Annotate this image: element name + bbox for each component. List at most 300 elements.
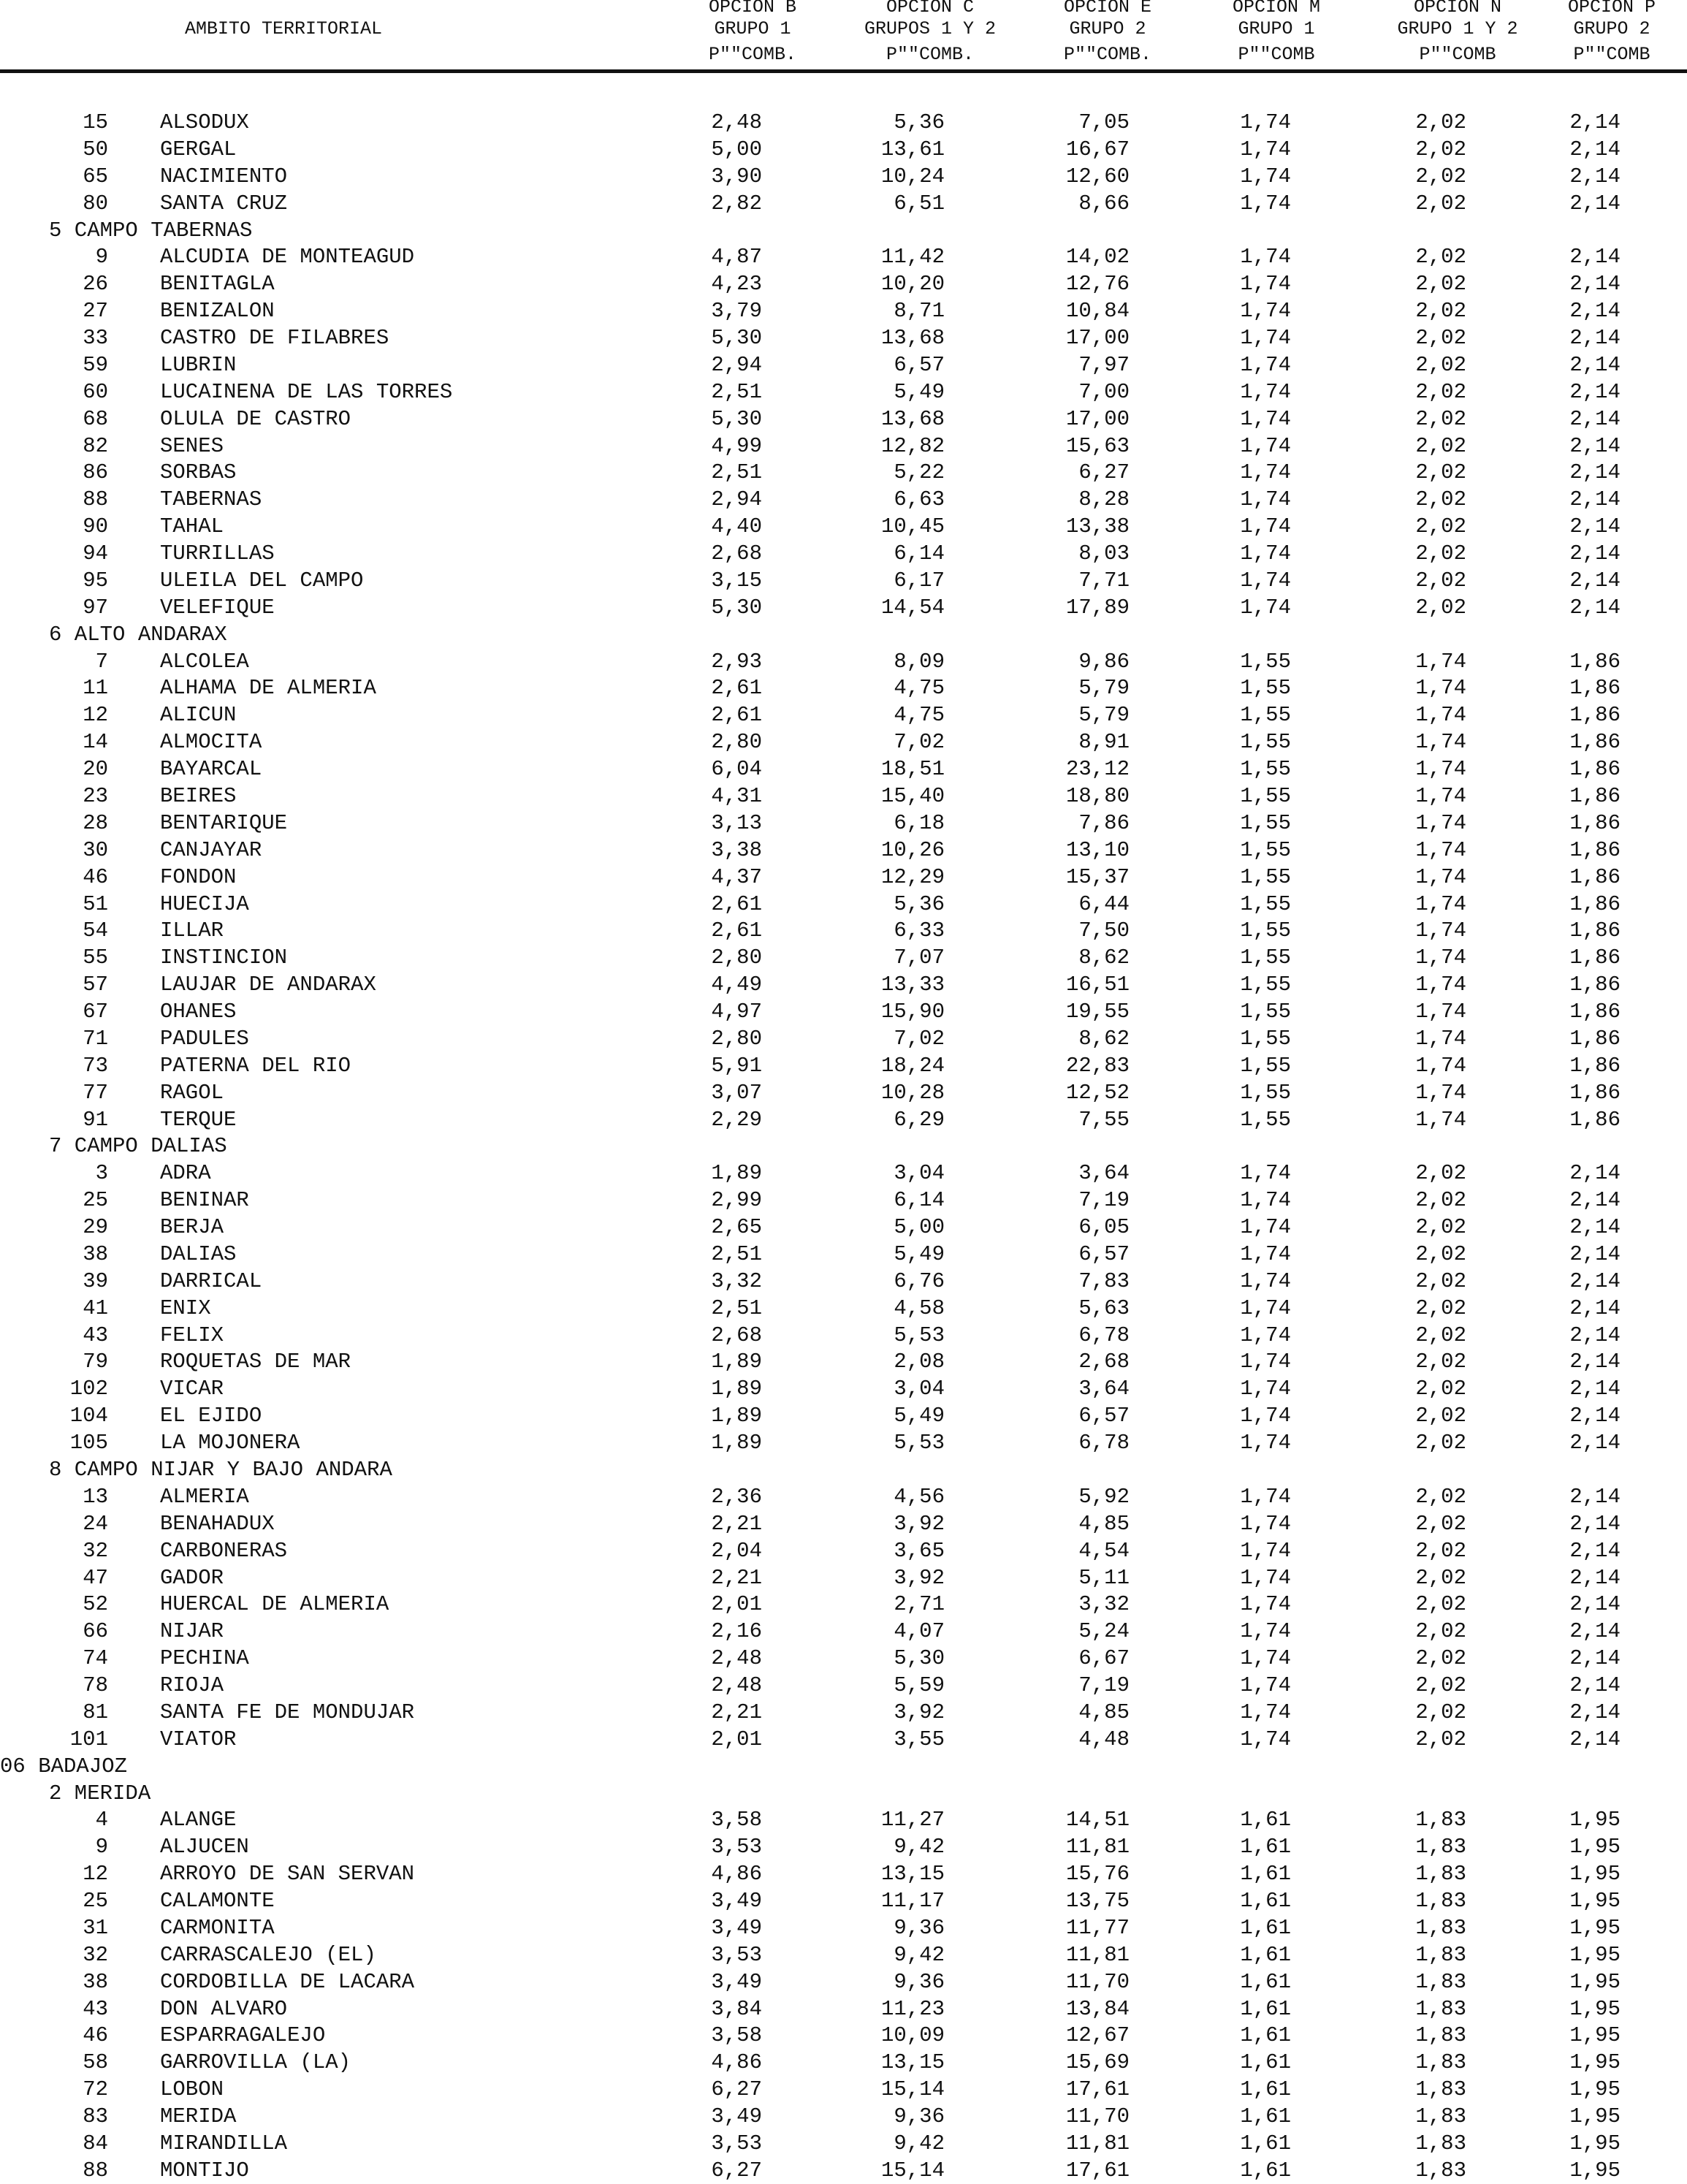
municipality-name: LAUJAR DE ANDARAX [160, 973, 376, 997]
value-opcion-e: 8,62 [1078, 1026, 1130, 1051]
column-header-opcion-n-line3: P""COMB [1419, 44, 1496, 65]
table-row [0, 244, 1687, 270]
value-opcion-e: 14,02 [1065, 245, 1130, 270]
municipality-name: VICAR [160, 1377, 224, 1401]
value-opcion-n: 1,83 [1415, 2023, 1466, 2048]
table-row [0, 837, 1687, 864]
value-opcion-p: 1,86 [1569, 784, 1621, 808]
value-opcion-c: 4,75 [894, 676, 945, 701]
value-opcion-m: 1,61 [1240, 2050, 1291, 2075]
value-opcion-m: 1,55 [1240, 945, 1291, 970]
table-row [0, 1700, 1687, 1726]
value-opcion-b: 5,91 [711, 1053, 762, 1078]
municipality-name: TABERNAS [160, 487, 262, 512]
value-opcion-m: 1,55 [1240, 730, 1291, 755]
value-opcion-e: 5,11 [1078, 1565, 1130, 1590]
municipality-name: PECHINA [160, 1646, 249, 1671]
municipality-name: SORBAS [160, 460, 237, 485]
group-header-row [0, 622, 1687, 648]
value-opcion-c: 7,07 [894, 945, 945, 970]
municipality-code: 14 [83, 730, 108, 755]
column-header-opcion-e-line3: P""COMB. [1063, 44, 1152, 65]
value-opcion-p: 2,14 [1569, 1646, 1621, 1671]
table-row [0, 1160, 1687, 1187]
value-opcion-e: 6,27 [1078, 460, 1130, 485]
municipality-name: GADOR [160, 1565, 224, 1590]
table-row [0, 675, 1687, 701]
municipality-code: 91 [83, 1107, 108, 1132]
value-opcion-p: 1,95 [1569, 1808, 1621, 1833]
table-row [0, 1080, 1687, 1106]
value-opcion-m: 1,74 [1240, 433, 1291, 458]
value-opcion-e: 16,67 [1065, 137, 1130, 161]
value-opcion-p: 2,14 [1569, 1323, 1621, 1347]
table-row [0, 729, 1687, 756]
value-opcion-p: 2,14 [1569, 1295, 1621, 1320]
table-row [0, 1834, 1687, 1860]
value-opcion-p: 1,95 [1569, 2131, 1621, 2156]
municipality-name: ALCUDIA DE MONTEAGUD [160, 245, 415, 270]
municipality-code: 12 [83, 703, 108, 728]
value-opcion-e: 8,62 [1078, 945, 1130, 970]
value-opcion-c: 9,42 [894, 1942, 945, 1967]
value-opcion-p: 2,14 [1569, 326, 1621, 351]
value-opcion-b: 2,51 [711, 1295, 762, 1320]
table-row [0, 864, 1687, 891]
value-opcion-m: 1,74 [1240, 1700, 1291, 1724]
value-opcion-e: 3,64 [1078, 1377, 1130, 1401]
municipality-code: 81 [83, 1700, 108, 1724]
value-opcion-p: 2,14 [1569, 137, 1621, 161]
value-opcion-b: 3,38 [711, 837, 762, 862]
table-row [0, 1888, 1687, 1914]
value-opcion-m: 1,74 [1240, 1241, 1291, 1266]
value-opcion-p: 2,14 [1569, 164, 1621, 189]
table-row [0, 649, 1687, 675]
value-opcion-n: 1,74 [1415, 945, 1466, 970]
value-opcion-e: 12,60 [1065, 164, 1130, 189]
municipality-code: 77 [83, 1080, 108, 1105]
value-opcion-c: 11,27 [880, 1808, 945, 1833]
value-opcion-m: 1,74 [1240, 460, 1291, 485]
value-opcion-b: 4,31 [711, 784, 762, 808]
value-opcion-n: 2,02 [1415, 1431, 1466, 1456]
value-opcion-e: 5,63 [1078, 1295, 1130, 1320]
municipality-code: 46 [83, 864, 108, 889]
value-opcion-c: 15,90 [880, 1000, 945, 1024]
value-opcion-b: 3,32 [711, 1268, 762, 1293]
value-opcion-b: 3,07 [711, 1080, 762, 1105]
value-opcion-e: 17,89 [1065, 595, 1130, 620]
value-opcion-b: 3,49 [711, 1889, 762, 1914]
column-header-opcion-m-line3: P""COMB [1238, 44, 1315, 65]
value-opcion-n: 1,83 [1415, 2104, 1466, 2129]
municipality-name: BERJA [160, 1215, 224, 1240]
value-opcion-n: 2,02 [1415, 1161, 1466, 1186]
value-opcion-p: 2,14 [1569, 1565, 1621, 1590]
value-opcion-m: 1,61 [1240, 2131, 1291, 2156]
value-opcion-e: 19,55 [1065, 1000, 1130, 1024]
table-row [0, 945, 1687, 971]
value-opcion-c: 6,14 [894, 541, 945, 566]
value-opcion-b: 2,36 [711, 1484, 762, 1509]
value-opcion-p: 2,14 [1569, 1727, 1621, 1751]
value-opcion-p: 2,14 [1569, 1700, 1621, 1724]
value-opcion-m: 1,74 [1240, 1323, 1291, 1347]
municipality-name: CARMONITA [160, 1915, 275, 1940]
value-opcion-p: 2,14 [1569, 1538, 1621, 1563]
value-opcion-c: 12,29 [880, 864, 945, 889]
value-opcion-n: 2,02 [1415, 326, 1466, 351]
value-opcion-n: 1,74 [1415, 676, 1466, 701]
municipality-code: 84 [83, 2131, 108, 2156]
municipality-code: 79 [83, 1350, 108, 1374]
value-opcion-c: 3,04 [894, 1161, 945, 1186]
value-opcion-e: 9,86 [1078, 649, 1130, 674]
municipality-code: 13 [83, 1484, 108, 1509]
municipality-code: 88 [83, 2158, 108, 2183]
municipality-name: BENAHADUX [160, 1511, 275, 1536]
value-opcion-c: 10,26 [880, 837, 945, 862]
value-opcion-n: 1,74 [1415, 1026, 1466, 1051]
value-opcion-e: 15,37 [1065, 864, 1130, 889]
value-opcion-m: 1,74 [1240, 191, 1291, 216]
municipality-name: ESPARRAGALEJO [160, 2023, 326, 2048]
table-row [0, 1484, 1687, 1510]
value-opcion-p: 2,14 [1569, 406, 1621, 431]
value-opcion-m: 1,55 [1240, 1080, 1291, 1105]
value-opcion-c: 5,53 [894, 1323, 945, 1347]
value-opcion-p: 1,86 [1569, 918, 1621, 943]
table-row [0, 298, 1687, 324]
table-row [0, 999, 1687, 1025]
value-opcion-p: 2,14 [1569, 245, 1621, 270]
value-opcion-c: 11,23 [880, 1996, 945, 2021]
value-opcion-b: 6,04 [711, 757, 762, 782]
municipality-name: LA MOJONERA [160, 1431, 300, 1456]
table-row [0, 1942, 1687, 1968]
table-row [0, 702, 1687, 728]
value-opcion-n: 2,02 [1415, 1188, 1466, 1213]
municipality-name: ENIX [160, 1295, 211, 1320]
value-opcion-p: 2,14 [1569, 1484, 1621, 1509]
value-opcion-m: 1,55 [1240, 649, 1291, 674]
value-opcion-n: 2,02 [1415, 137, 1466, 161]
value-opcion-m: 1,55 [1240, 1000, 1291, 1024]
value-opcion-e: 4,48 [1078, 1727, 1130, 1751]
value-opcion-m: 1,74 [1240, 1295, 1291, 1320]
value-opcion-c: 5,49 [894, 379, 945, 404]
value-opcion-p: 1,86 [1569, 757, 1621, 782]
value-opcion-n: 1,74 [1415, 757, 1466, 782]
municipality-code: 80 [83, 191, 108, 216]
column-header-opcion-p-line2: GRUPO 2 [1573, 18, 1650, 39]
table-row [0, 352, 1687, 378]
municipality-name: VELEFIQUE [160, 595, 275, 620]
municipality-code: 50 [83, 137, 108, 161]
value-opcion-c: 13,68 [880, 326, 945, 351]
value-opcion-m: 1,61 [1240, 2077, 1291, 2102]
value-opcion-b: 2,04 [711, 1538, 762, 1563]
value-opcion-c: 10,45 [880, 514, 945, 539]
value-opcion-b: 4,99 [711, 433, 762, 458]
table-row [0, 2050, 1687, 2076]
column-header-opcion-c-line2: GRUPOS 1 Y 2 [864, 18, 997, 39]
value-opcion-p: 1,95 [1569, 2158, 1621, 2183]
value-opcion-n: 1,83 [1415, 2131, 1466, 2156]
value-opcion-p: 2,14 [1569, 1511, 1621, 1536]
value-opcion-e: 7,19 [1078, 1673, 1130, 1698]
value-opcion-n: 1,74 [1415, 810, 1466, 835]
table-row [0, 164, 1687, 190]
value-opcion-n: 2,02 [1415, 1646, 1466, 1671]
value-opcion-n: 2,02 [1415, 595, 1466, 620]
value-opcion-m: 1,74 [1240, 326, 1291, 351]
value-opcion-c: 13,15 [880, 1862, 945, 1887]
table-row [0, 972, 1687, 998]
value-opcion-n: 1,83 [1415, 1835, 1466, 1860]
municipality-name: ROQUETAS DE MAR [160, 1350, 351, 1374]
value-opcion-p: 2,14 [1569, 1673, 1621, 1698]
value-opcion-m: 1,55 [1240, 973, 1291, 997]
table-row [0, 460, 1687, 486]
value-opcion-m: 1,61 [1240, 1835, 1291, 1860]
table-row [0, 1996, 1687, 2023]
value-opcion-b: 5,30 [711, 326, 762, 351]
municipality-code: 9 [95, 245, 108, 270]
value-opcion-b: 2,61 [711, 891, 762, 916]
value-opcion-e: 6,44 [1078, 891, 1130, 916]
table-row [0, 487, 1687, 513]
municipality-name: HUERCAL DE ALMERIA [160, 1592, 389, 1617]
municipality-code: 82 [83, 433, 108, 458]
value-opcion-m: 1,74 [1240, 272, 1291, 297]
value-opcion-p: 2,14 [1569, 460, 1621, 485]
value-opcion-p: 1,86 [1569, 837, 1621, 862]
value-opcion-b: 4,87 [711, 245, 762, 270]
value-opcion-b: 2,29 [711, 1107, 762, 1132]
municipality-name: LUBRIN [160, 352, 237, 377]
value-opcion-p: 1,95 [1569, 2104, 1621, 2129]
value-opcion-b: 2,80 [711, 945, 762, 970]
value-opcion-b: 3,53 [711, 2131, 762, 2156]
table-row [0, 595, 1687, 621]
value-opcion-p: 2,14 [1569, 595, 1621, 620]
value-opcion-e: 17,00 [1065, 406, 1130, 431]
municipality-name: ALHAMA DE ALMERIA [160, 676, 376, 701]
municipality-code: 46 [83, 2023, 108, 2048]
column-header-opcion-p-line3: P""COMB [1573, 44, 1650, 65]
municipality-code: 20 [83, 757, 108, 782]
value-opcion-b: 2,80 [711, 730, 762, 755]
comarca-label: 8 CAMPO NIJAR Y BAJO ANDARA [49, 1458, 392, 1482]
municipality-code: 65 [83, 164, 108, 189]
municipality-code: 60 [83, 379, 108, 404]
value-opcion-n: 2,02 [1415, 110, 1466, 134]
group-header-row [0, 1781, 1687, 1807]
value-opcion-c: 10,09 [880, 2023, 945, 2048]
value-opcion-b: 2,93 [711, 649, 762, 674]
value-opcion-n: 2,02 [1415, 1619, 1466, 1644]
value-opcion-e: 18,80 [1065, 784, 1130, 808]
table-row [0, 1807, 1687, 1833]
value-opcion-b: 2,48 [711, 1646, 762, 1671]
municipality-name: MONTIJO [160, 2158, 249, 2183]
municipality-code: 23 [83, 784, 108, 808]
table-row [0, 756, 1687, 783]
municipality-code: 25 [83, 1188, 108, 1213]
municipality-code: 4 [95, 1808, 108, 1833]
value-opcion-b: 2,68 [711, 541, 762, 566]
municipality-code: 38 [83, 1241, 108, 1266]
municipality-name: CASTRO DE FILABRES [160, 326, 389, 351]
value-opcion-n: 1,74 [1415, 1000, 1466, 1024]
value-opcion-p: 1,95 [1569, 1969, 1621, 1994]
value-opcion-p: 2,14 [1569, 487, 1621, 512]
table-row [0, 1618, 1687, 1645]
table-row [0, 1268, 1687, 1295]
value-opcion-m: 1,55 [1240, 1026, 1291, 1051]
value-opcion-b: 1,89 [711, 1350, 762, 1374]
value-opcion-e: 4,85 [1078, 1511, 1130, 1536]
comarca-label: 5 CAMPO TABERNAS [49, 218, 253, 243]
column-header-opcion-n-line1: OPCION N [1413, 0, 1502, 18]
value-opcion-n: 2,02 [1415, 1673, 1466, 1698]
value-opcion-m: 1,55 [1240, 1107, 1291, 1132]
value-opcion-b: 4,40 [711, 514, 762, 539]
value-opcion-n: 2,02 [1415, 1404, 1466, 1428]
value-opcion-e: 15,63 [1065, 433, 1130, 458]
municipality-name: TAHAL [160, 514, 224, 539]
value-opcion-p: 1,86 [1569, 1080, 1621, 1105]
municipality-name: TURRILLAS [160, 541, 275, 566]
value-opcion-b: 5,00 [711, 137, 762, 161]
value-opcion-c: 6,57 [894, 352, 945, 377]
value-opcion-e: 4,54 [1078, 1538, 1130, 1563]
value-opcion-e: 6,67 [1078, 1646, 1130, 1671]
municipality-name: INSTINCION [160, 945, 288, 970]
municipality-name: SANTA CRUZ [160, 191, 288, 216]
municipality-code: 59 [83, 352, 108, 377]
value-opcion-e: 3,64 [1078, 1161, 1130, 1186]
value-opcion-c: 5,53 [894, 1431, 945, 1456]
value-opcion-m: 1,74 [1240, 110, 1291, 134]
municipality-name: ALCOLEA [160, 649, 249, 674]
value-opcion-c: 2,08 [894, 1350, 945, 1374]
value-opcion-m: 1,74 [1240, 1404, 1291, 1428]
value-opcion-m: 1,74 [1240, 1431, 1291, 1456]
value-opcion-m: 1,74 [1240, 487, 1291, 512]
value-opcion-n: 2,02 [1415, 1484, 1466, 1509]
table-row [0, 1323, 1687, 1349]
value-opcion-n: 2,02 [1415, 164, 1466, 189]
municipality-code: 105 [69, 1431, 108, 1456]
municipality-code: 94 [83, 541, 108, 566]
value-opcion-m: 1,55 [1240, 837, 1291, 862]
value-opcion-b: 1,89 [711, 1431, 762, 1456]
column-header-opcion-e-line1: OPCION E [1063, 0, 1152, 18]
value-opcion-c: 3,92 [894, 1565, 945, 1590]
value-opcion-m: 1,74 [1240, 164, 1291, 189]
value-opcion-e: 11,70 [1065, 1969, 1130, 1994]
value-opcion-c: 9,42 [894, 1835, 945, 1860]
table-row [0, 191, 1687, 217]
municipality-name: NACIMIENTO [160, 164, 288, 189]
municipality-code: 83 [83, 2104, 108, 2129]
municipality-name: DALIAS [160, 1241, 237, 1266]
table-row [0, 1053, 1687, 1079]
value-opcion-b: 4,37 [711, 864, 762, 889]
value-opcion-p: 2,14 [1569, 541, 1621, 566]
province-label: 06 BADAJOZ [0, 1754, 128, 1778]
table-row [0, 406, 1687, 433]
municipality-code: 15 [83, 110, 108, 134]
municipality-name: LUCAINENA DE LAS TORRES [160, 379, 453, 404]
value-opcion-n: 2,02 [1415, 352, 1466, 377]
table-row [0, 1295, 1687, 1322]
value-opcion-p: 2,14 [1569, 1592, 1621, 1617]
municipality-name: BEIRES [160, 784, 237, 808]
value-opcion-m: 1,61 [1240, 2023, 1291, 2048]
value-opcion-n: 2,02 [1415, 1565, 1466, 1590]
municipality-name: RIOJA [160, 1673, 224, 1698]
value-opcion-e: 12,52 [1065, 1080, 1130, 1105]
province-header-row [0, 1754, 1687, 1780]
value-opcion-n: 1,74 [1415, 837, 1466, 862]
value-opcion-m: 1,74 [1240, 1511, 1291, 1536]
value-opcion-e: 7,05 [1078, 110, 1130, 134]
municipality-code: 86 [83, 460, 108, 485]
municipality-code: 32 [83, 1942, 108, 1967]
value-opcion-p: 1,95 [1569, 2050, 1621, 2075]
municipality-name: BENTARIQUE [160, 810, 288, 835]
value-opcion-m: 1,74 [1240, 1268, 1291, 1293]
header-rule [0, 69, 1687, 73]
value-opcion-n: 1,74 [1415, 703, 1466, 728]
value-opcion-m: 1,74 [1240, 541, 1291, 566]
municipality-name: CANJAYAR [160, 837, 262, 862]
column-header-opcion-p-line1: OPCION P [1567, 0, 1656, 18]
value-opcion-n: 1,83 [1415, 1915, 1466, 1940]
value-opcion-e: 11,81 [1065, 2131, 1130, 2156]
value-opcion-b: 2,82 [711, 191, 762, 216]
table-row [0, 2131, 1687, 2157]
value-opcion-e: 11,81 [1065, 1835, 1130, 1860]
value-opcion-n: 2,02 [1415, 433, 1466, 458]
value-opcion-p: 1,95 [1569, 1862, 1621, 1887]
municipality-name: RAGOL [160, 1080, 224, 1105]
table-row [0, 1403, 1687, 1429]
value-opcion-p: 2,14 [1569, 1350, 1621, 1374]
municipality-name: CORDOBILLA DE LACARA [160, 1969, 415, 1994]
value-opcion-b: 2,21 [711, 1511, 762, 1536]
table-row [0, 137, 1687, 163]
value-opcion-c: 9,36 [894, 1969, 945, 1994]
value-opcion-c: 18,51 [880, 757, 945, 782]
value-opcion-m: 1,55 [1240, 757, 1291, 782]
value-opcion-m: 1,61 [1240, 1808, 1291, 1833]
value-opcion-c: 9,36 [894, 1915, 945, 1940]
value-opcion-p: 1,86 [1569, 703, 1621, 728]
value-opcion-b: 4,86 [711, 2050, 762, 2075]
value-opcion-n: 1,83 [1415, 1996, 1466, 2021]
value-opcion-m: 1,74 [1240, 1484, 1291, 1509]
municipality-name: EL EJIDO [160, 1404, 262, 1428]
municipality-code: 74 [83, 1646, 108, 1671]
value-opcion-c: 3,92 [894, 1700, 945, 1724]
municipality-name: ADRA [160, 1161, 211, 1186]
column-header-opcion-m-line2: GRUPO 1 [1238, 18, 1315, 39]
